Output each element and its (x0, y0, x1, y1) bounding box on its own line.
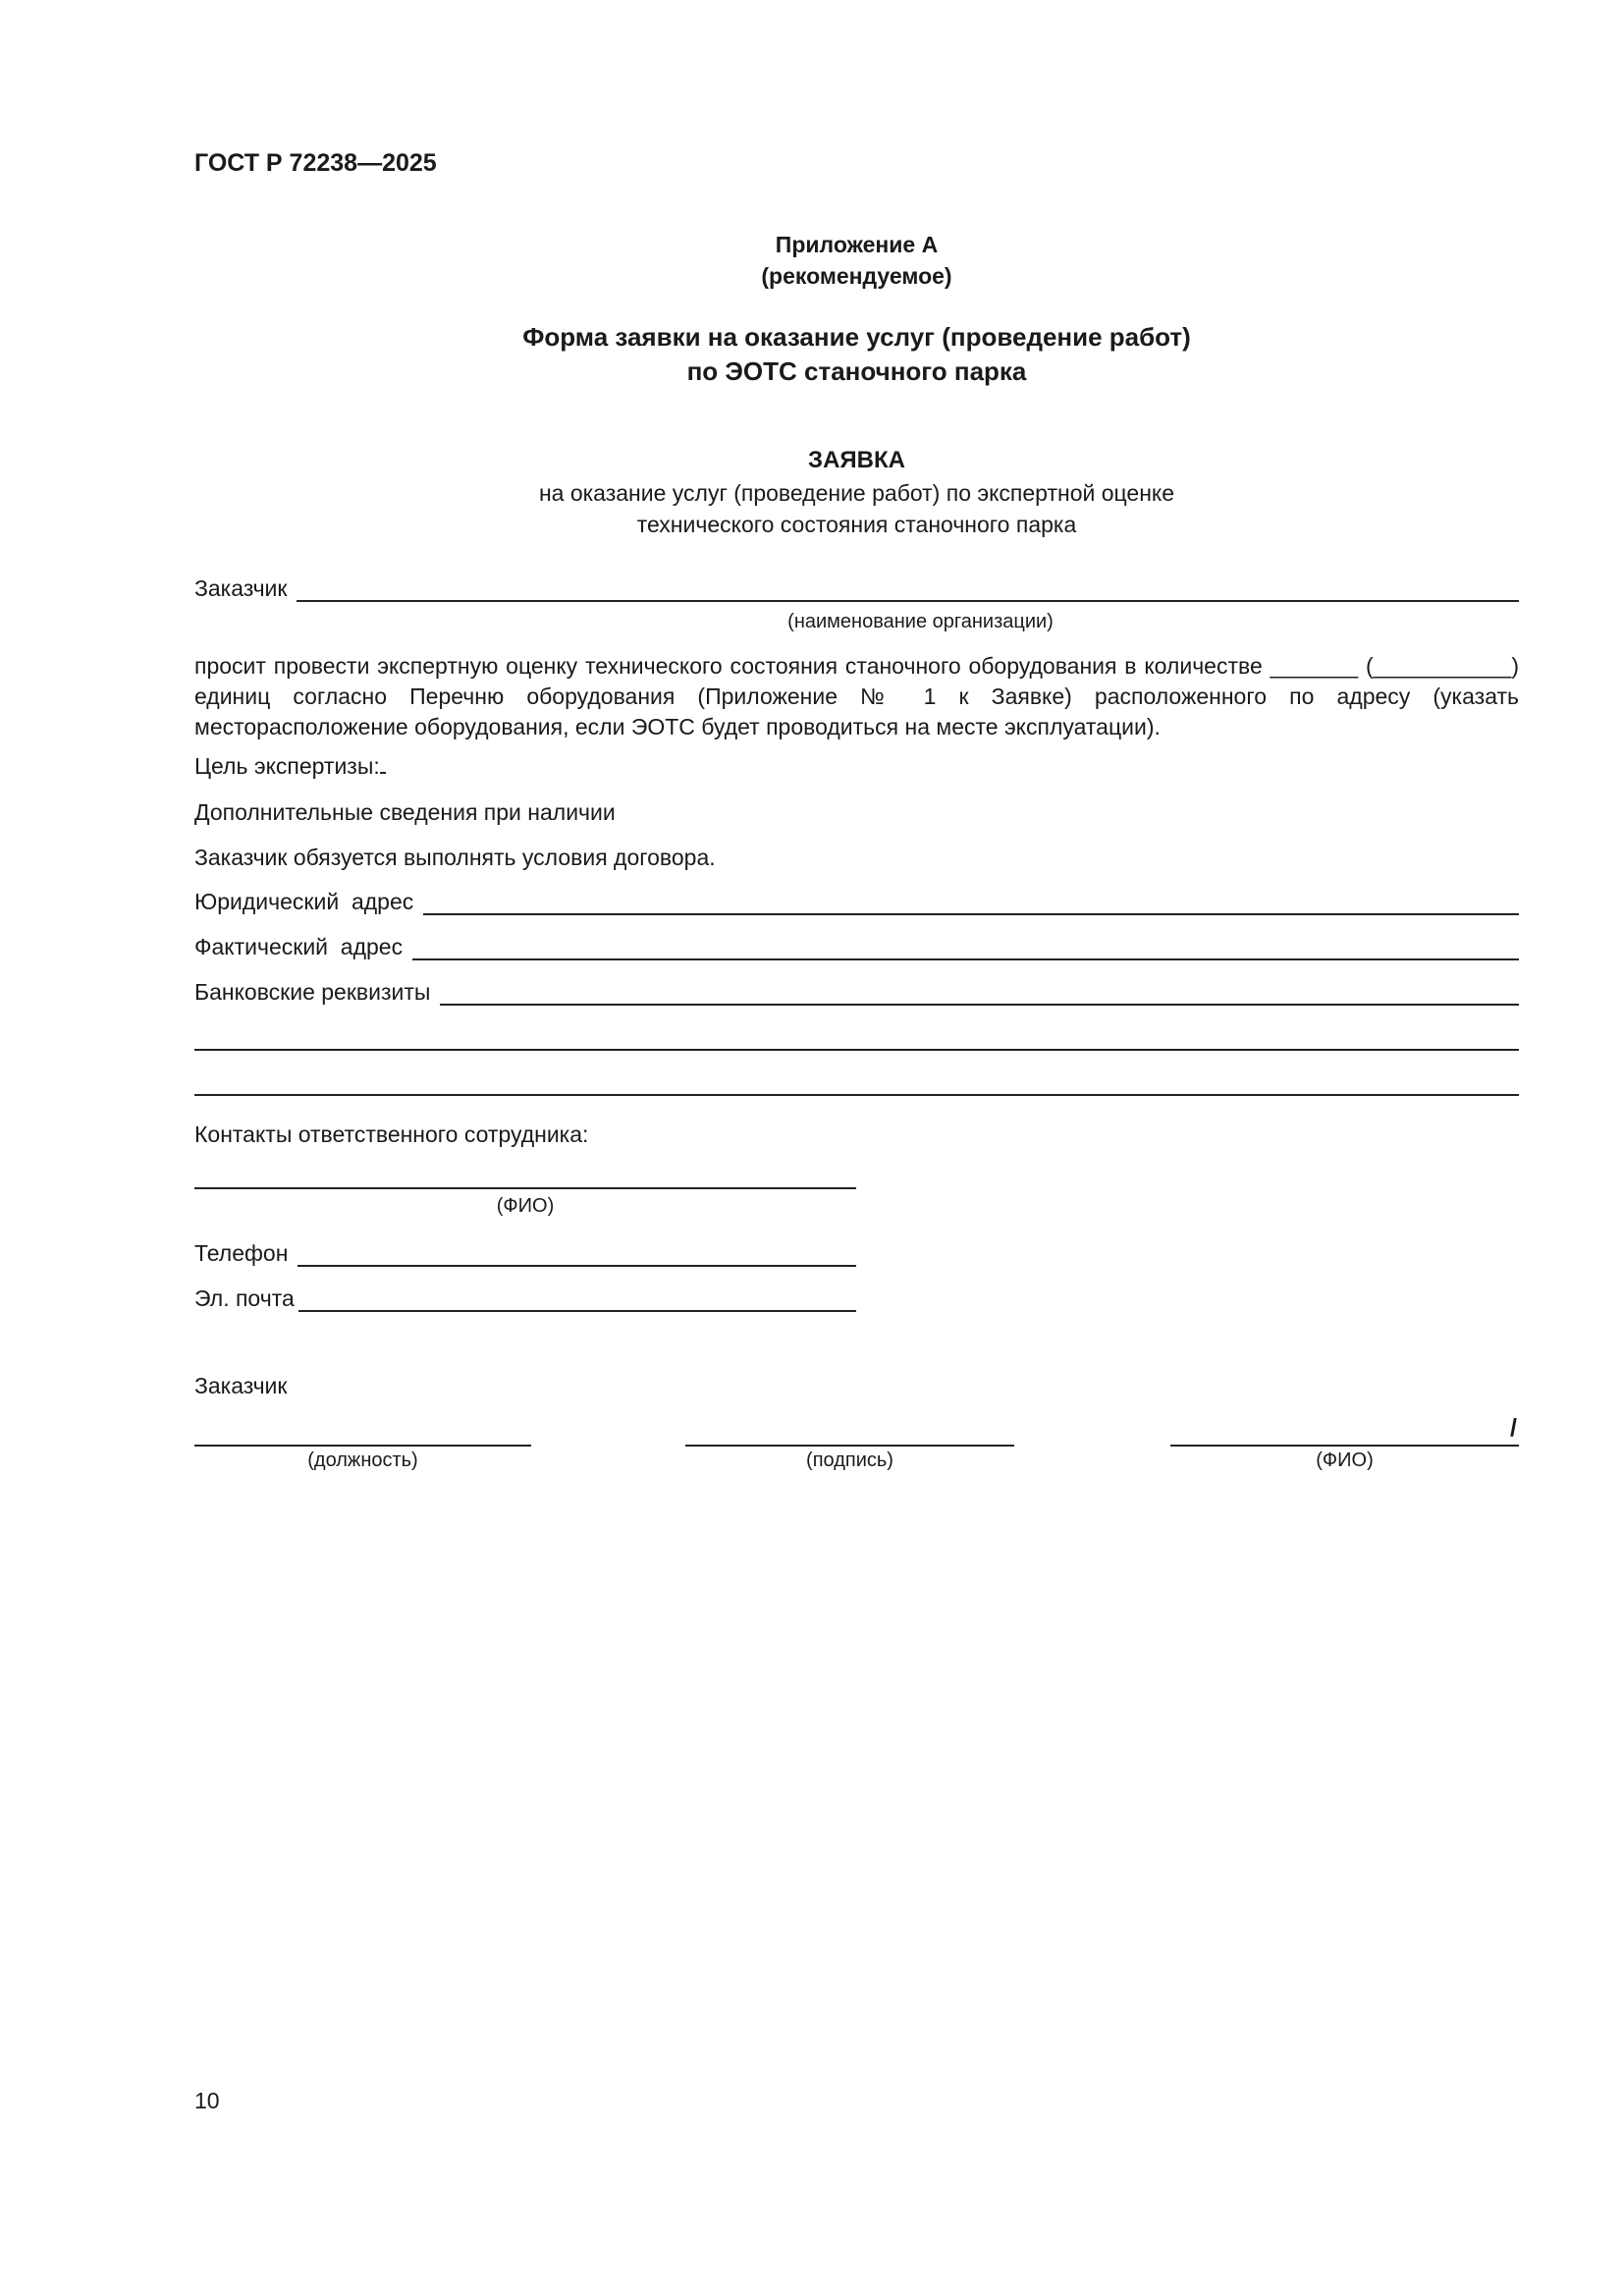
signature-fio-hint: (ФИО) (1316, 1449, 1374, 1471)
request-subtitle-line2: технического состояния станочного парка (636, 512, 1077, 537)
body-paragraph: просит провести экспертную оценку технического состояния станочного оборудования в количестве _______ (___________) единиц согласно Перечню оборудования (Приложение № 1 к Заявке) расположенного по адресу (указать месторасположение оборудования, если ЭОТС будет проводиться на месте эксплуатации). (194, 653, 1519, 739)
legal-address-row (194, 889, 1519, 915)
phone-row (194, 1240, 856, 1267)
purpose-label: Цель экспертизы: (194, 753, 386, 780)
email-row (194, 1285, 856, 1312)
actual-address-label: Фактический адрес (194, 934, 404, 959)
contact-fio-hint: (ФИО) (496, 1195, 555, 1217)
email-field[interactable] (298, 1286, 856, 1312)
obligation-text: Заказчик обязуется выполнять условия договора. (194, 845, 716, 870)
legal-address-label: Юридический адрес (194, 889, 414, 914)
bank-details-label: Банковские реквизиты (194, 979, 431, 1005)
bank-details-line-3[interactable] (194, 1094, 1519, 1096)
legal-address-field[interactable] (423, 890, 1519, 915)
additional-info-label: Дополнительные сведения при наличии (194, 799, 616, 825)
contact-fio-field[interactable] (194, 1187, 856, 1189)
contacts-label: Контакты ответственного сотрудника: (194, 1121, 589, 1147)
customer-name-field[interactable] (297, 576, 1519, 602)
actual-address-field[interactable] (412, 935, 1519, 960)
bank-details-field[interactable] (440, 980, 1519, 1006)
form-title-line2: по ЭОТС станочного парка (686, 356, 1027, 386)
customer-hint: (наименование организации) (787, 611, 1054, 632)
page-number: 10 (194, 2088, 220, 2113)
bank-details-line-2[interactable] (194, 1049, 1519, 1051)
document-code: ГОСТ Р 72238—2025 (194, 149, 437, 177)
signature-fio-field[interactable] (1170, 1445, 1519, 1447)
signature-field[interactable] (685, 1445, 1014, 1447)
annex-note: (рекомендуемое) (761, 263, 952, 289)
signature-customer-label: Заказчик (194, 1373, 288, 1398)
phone-label: Телефон (194, 1240, 289, 1266)
form-title (194, 320, 1519, 389)
annex-heading (194, 229, 1519, 292)
request-subtitle (194, 477, 1519, 540)
actual-address-row (194, 934, 1519, 960)
slash-mark: / (1510, 1414, 1517, 1442)
email-label: Эл. почта (194, 1285, 295, 1311)
bank-details-row (194, 979, 1519, 1006)
position-field[interactable] (194, 1445, 531, 1447)
form-title-line1: Форма заявки на оказание услуг (проведение работ) (522, 322, 1191, 352)
annex-title: Приложение А (775, 232, 939, 257)
customer-row (194, 575, 1519, 602)
position-hint: (должность) (307, 1449, 418, 1471)
phone-field[interactable] (298, 1241, 856, 1267)
customer-label: Заказчик (194, 575, 288, 601)
request-subtitle-line1: на оказание услуг (проведение работ) по экспертной оценке (538, 480, 1175, 506)
signature-hint: (подпись) (806, 1449, 893, 1471)
request-heading: ЗАЯВКА (808, 447, 905, 473)
